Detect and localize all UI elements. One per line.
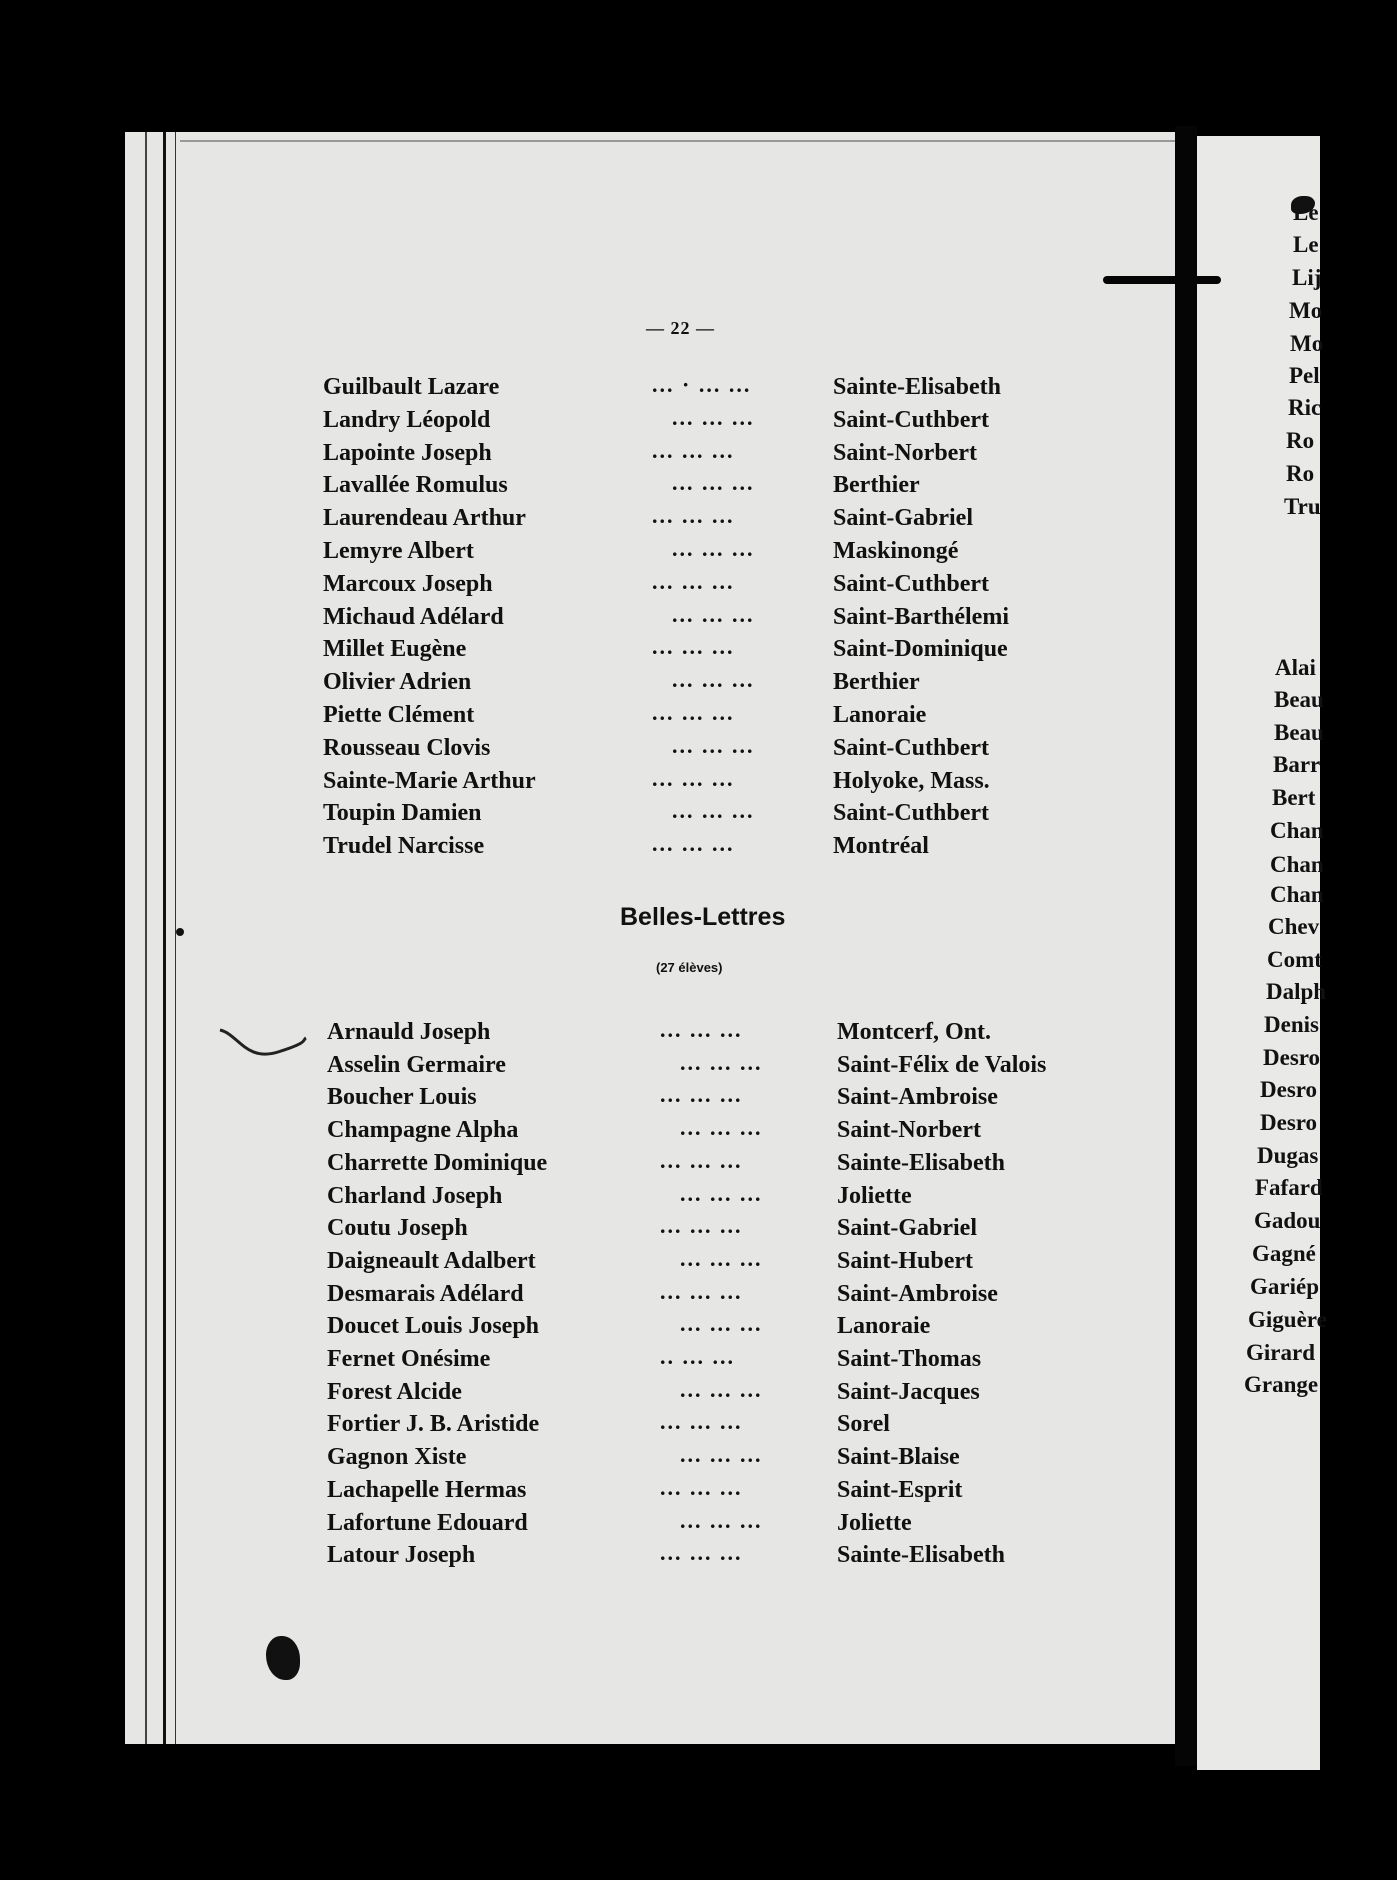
right-page-fragment: Ro — [1286, 428, 1315, 453]
right-page-fragment: Dalph — [1266, 979, 1327, 1004]
right-page-fragment: Barr — [1273, 752, 1321, 777]
student-name: Lachapelle Hermas — [327, 1476, 527, 1503]
student-hometown: Sainte-Elisabeth — [833, 374, 1002, 400]
leader-dots: .. ... ... — [660, 1344, 735, 1369]
leader-dots: ... ... ... — [680, 1442, 763, 1468]
student-name: Millet Eugène — [323, 636, 467, 663]
right-page-fragment: Gagné — [1252, 1241, 1316, 1266]
margin-rule — [175, 132, 176, 1744]
leader-dots: ... ... ... — [672, 404, 755, 430]
right-page-fragment: Tru — [1284, 494, 1321, 519]
list-item — [327, 1019, 1147, 1049]
list-item — [327, 1245, 1147, 1278]
list-item — [327, 1444, 1147, 1474]
leader-dots: ... ... ... — [660, 1278, 743, 1304]
right-page-fragment: Gadou — [1254, 1208, 1321, 1233]
student-name: Piette Clément — [323, 702, 475, 728]
student-hometown: Sainte-Elisabeth — [837, 1542, 1006, 1569]
list-item — [327, 1049, 1147, 1082]
list-item — [327, 1084, 1147, 1114]
right-page-fragment: Girard — [1246, 1340, 1315, 1365]
list-item — [327, 1474, 1147, 1507]
student-name: Desmarais Adélard — [327, 1280, 524, 1307]
student-name: Rousseau Clovis — [323, 734, 491, 761]
list-item — [323, 404, 1143, 437]
student-name: Trudel Narcisse — [323, 833, 485, 860]
margin-rule — [145, 132, 147, 1744]
student-name: Charrette Dominique — [327, 1149, 548, 1176]
student-hometown: Saint-Hubert — [837, 1247, 974, 1274]
leader-dots: ... ... ... — [652, 700, 735, 725]
right-page-fragment: Pel — [1289, 363, 1320, 388]
list-item — [327, 1278, 1147, 1311]
leader-dots: ... ... ... — [652, 568, 735, 594]
student-name: Lapointe Joseph — [323, 439, 492, 466]
leader-dots: ... ... ... — [672, 470, 755, 496]
leader-dots: ... ... ... — [680, 1507, 763, 1533]
list-item — [323, 765, 1143, 798]
section-subtitle: (27 élèves) — [656, 960, 723, 975]
student-name: Asselin Germaire — [327, 1051, 506, 1078]
leader-dots: ... ... ... — [652, 437, 735, 463]
right-page-fragment: Lij — [1292, 265, 1322, 290]
right-page-fragment: Denis — [1264, 1012, 1319, 1037]
student-hometown: Saint-Cuthbert — [833, 734, 990, 761]
list-item — [323, 636, 1143, 666]
leader-dots: ... ... ... — [660, 1409, 743, 1435]
student-hometown: Saint-Cuthbert — [833, 570, 990, 597]
right-page-fragment: Desro — [1263, 1045, 1321, 1070]
list-item — [323, 669, 1143, 699]
right-page-fragment: Mo — [1290, 331, 1324, 356]
right-page-fragment: Gariép — [1250, 1274, 1319, 1299]
student-hometown: Sorel — [837, 1411, 890, 1438]
right-page-fragment: Ric — [1288, 395, 1322, 420]
student-hometown: Saint-Esprit — [837, 1476, 963, 1503]
list-item — [323, 702, 1143, 732]
leader-dots: ... ... ... — [652, 503, 735, 529]
leader-dots: ... ... ... — [660, 1082, 743, 1108]
student-hometown: Saint-Blaise — [837, 1444, 960, 1471]
right-page-fragment: Chan — [1270, 852, 1324, 877]
student-name: Landry Léopold — [323, 406, 491, 433]
student-name: Lavallée Romulus — [323, 472, 508, 499]
book-spine — [1175, 126, 1197, 1766]
right-page-fragment: Beau — [1274, 720, 1324, 745]
right-page-fragment: Chev — [1268, 914, 1320, 939]
student-name: Fernet Onésime — [327, 1346, 491, 1372]
student-name: Daigneault Adalbert — [327, 1247, 536, 1274]
leader-dots: ... · ... ... — [652, 372, 752, 397]
leader-dots: ... ... ... — [680, 1049, 763, 1075]
list-item — [323, 601, 1143, 634]
list-item — [323, 538, 1143, 568]
student-hometown: Montréal — [833, 833, 929, 860]
leader-dots: ... ... ... — [672, 732, 755, 758]
student-name: Fortier J. B. Aristide — [327, 1411, 540, 1438]
right-page-fragment: Alai — [1275, 655, 1316, 680]
student-name: Laurendeau Arthur — [323, 505, 526, 532]
student-hometown: Holyoke, Mass. — [833, 767, 990, 794]
list-item — [327, 1376, 1147, 1409]
student-name: Guilbault Lazare — [323, 374, 500, 400]
right-page-fragment: Desro — [1260, 1077, 1318, 1102]
right-page-fragment: Bert — [1272, 785, 1316, 810]
student-name: Boucher Louis — [327, 1084, 477, 1111]
ink-spot — [176, 928, 184, 936]
student-hometown: Saint-Ambroise — [837, 1084, 998, 1111]
list-item — [323, 568, 1143, 601]
student-hometown: Saint-Gabriel — [837, 1215, 978, 1242]
leader-dots: ... ... ... — [660, 1213, 743, 1239]
student-name: Lemyre Albert — [323, 538, 474, 564]
student-hometown: Joliette — [837, 1182, 912, 1209]
student-name: Sainte-Marie Arthur — [323, 767, 536, 794]
section-title: Belles-Lettres — [620, 903, 786, 931]
right-page-fragment: Giguère — [1248, 1307, 1327, 1332]
right-page-fragment: Beau — [1274, 687, 1324, 712]
right-page-fragment: Chan — [1270, 882, 1324, 907]
list-item — [323, 437, 1143, 470]
right-page-fragment: Dugas — [1257, 1143, 1319, 1168]
student-hometown: Joliette — [837, 1509, 912, 1536]
student-name: Charland Joseph — [327, 1182, 503, 1209]
right-page-fragment: Le — [1293, 232, 1319, 257]
right-page — [1197, 136, 1327, 1770]
right-page-fragment: Comt — [1267, 947, 1322, 972]
student-name: Gagnon Xiste — [327, 1444, 467, 1471]
leader-dots: ... ... ... — [672, 601, 755, 627]
right-page-fragment: Mo — [1289, 298, 1323, 323]
student-hometown: Saint-Norbert — [833, 439, 977, 466]
list-item — [327, 1346, 1147, 1376]
leader-dots: ... ... ... — [652, 765, 735, 791]
student-name: Lafortune Edouard — [327, 1509, 528, 1536]
list-item — [327, 1215, 1147, 1245]
student-hometown: Saint-Jacques — [837, 1378, 980, 1405]
leader-dots: ... ... ... — [660, 1017, 743, 1042]
list-item — [327, 1542, 1147, 1572]
student-name: Latour Joseph — [327, 1542, 476, 1569]
list-item — [327, 1411, 1147, 1441]
leader-dots: ... ... ... — [660, 1147, 743, 1173]
list-item — [323, 833, 1143, 863]
list-item — [323, 800, 1143, 830]
list-item — [327, 1313, 1147, 1343]
ink-mark — [1103, 276, 1221, 284]
student-hometown: Sainte-Elisabeth — [837, 1149, 1006, 1176]
leader-dots: ... ... ... — [652, 831, 735, 857]
pen-stroke — [218, 1022, 308, 1062]
student-name: Toupin Damien — [323, 800, 482, 827]
list-item — [327, 1147, 1147, 1180]
page-number: — 22 — — [646, 318, 715, 338]
student-name: Arnauld Joseph — [327, 1019, 491, 1045]
leader-dots: ... ... ... — [660, 1474, 743, 1500]
list-item — [323, 732, 1143, 765]
student-hometown: Saint-Barthélemi — [833, 603, 1009, 630]
leader-dots: ... ... ... — [680, 1376, 763, 1402]
list-item — [327, 1180, 1147, 1213]
right-page-fragment: Desro — [1260, 1110, 1318, 1135]
leader-dots: ... ... ... — [672, 667, 755, 693]
leader-dots: ... ... ... — [680, 1245, 763, 1271]
right-page-fragment: Ro — [1286, 461, 1315, 486]
student-hometown: Berthier — [833, 472, 920, 499]
list-item — [327, 1507, 1147, 1540]
student-hometown: Saint-Félix de Valois — [837, 1051, 1047, 1078]
leader-dots: ... ... ... — [672, 798, 755, 824]
student-name: Michaud Adélard — [323, 603, 504, 630]
leader-dots: ... ... ... — [680, 1180, 763, 1206]
student-hometown: Berthier — [833, 669, 920, 696]
student-hometown: Saint-Cuthbert — [833, 800, 990, 827]
list-item — [323, 505, 1143, 535]
student-name: Champagne Alpha — [327, 1117, 519, 1144]
right-page-fragment: Grange — [1244, 1372, 1319, 1397]
leader-dots: ... ... ... — [680, 1115, 763, 1141]
student-hometown: Saint-Dominique — [833, 636, 1008, 663]
page-edge — [180, 140, 1180, 142]
list-item — [327, 1117, 1147, 1147]
student-name: Marcoux Joseph — [323, 570, 493, 597]
student-hometown: Saint-Norbert — [837, 1117, 981, 1144]
leader-dots: ... ... ... — [660, 1540, 743, 1566]
student-name: Forest Alcide — [327, 1378, 462, 1405]
right-page-fragment: Fafard — [1255, 1175, 1323, 1200]
leader-dots: ... ... ... — [672, 536, 755, 561]
student-hometown: Maskinongé — [833, 538, 959, 564]
leader-dots: ... ... ... — [680, 1311, 763, 1337]
student-hometown: Saint-Thomas — [837, 1346, 982, 1372]
margin-rule — [163, 132, 166, 1744]
list-item — [323, 374, 1143, 404]
student-hometown: Montcerf, Ont. — [837, 1019, 991, 1045]
leader-dots: ... ... ... — [652, 634, 735, 660]
list-item — [323, 472, 1143, 502]
student-name: Coutu Joseph — [327, 1215, 468, 1242]
student-name: Doucet Louis Joseph — [327, 1313, 540, 1340]
student-hometown: Saint-Gabriel — [833, 505, 974, 532]
student-hometown: Lanoraie — [837, 1313, 931, 1340]
student-hometown: Saint-Ambroise — [837, 1280, 998, 1307]
student-hometown: Lanoraie — [833, 702, 927, 728]
right-page-fragment: Le — [1293, 200, 1319, 225]
student-name: Olivier Adrien — [323, 669, 472, 696]
student-hometown: Saint-Cuthbert — [833, 406, 990, 433]
right-page-fragment: Chan — [1270, 818, 1324, 843]
